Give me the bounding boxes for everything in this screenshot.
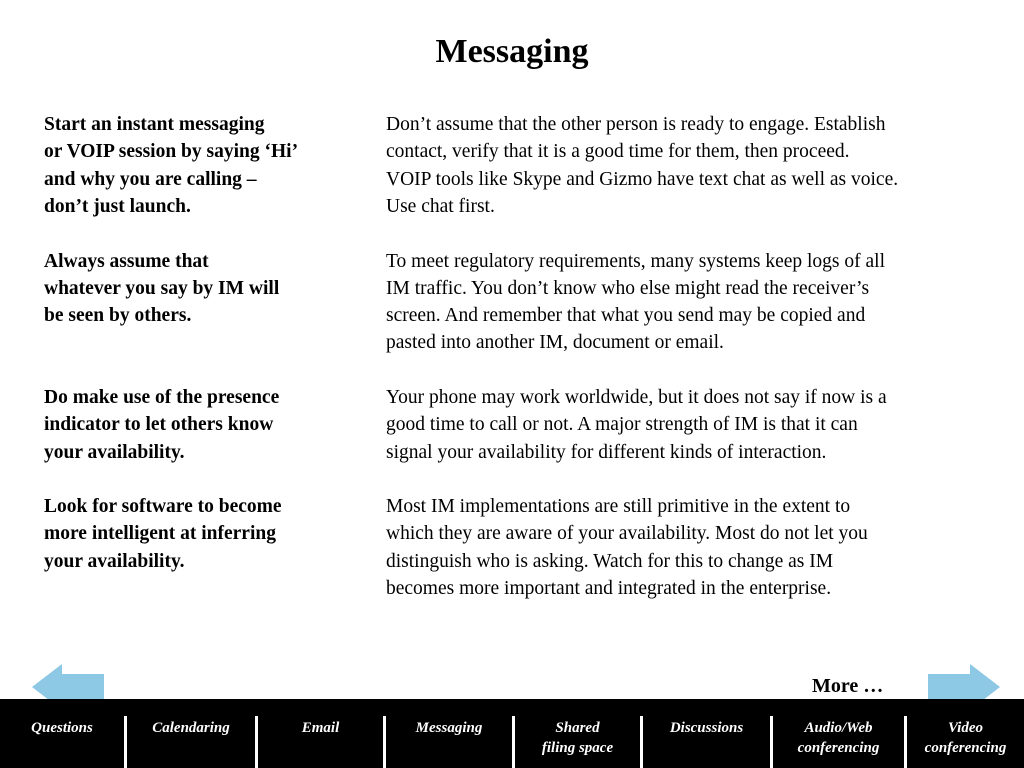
explanation-1: Don’t assume that the other person is ready to engage. Establish contact, verify that it is a good time for them, then proceed. VOIP tools like Skype and Gizmo have text chat as well as voice. Use chat first.: [386, 114, 899, 217]
tab-messaging[interactable]: Messaging: [383, 716, 512, 768]
tab-email[interactable]: Email: [255, 716, 383, 768]
guideline-2: Always assume that whatever you say by IM will be seen by others.: [44, 250, 280, 327]
explanation-3: Your phone may work worldwide, but it does not say if now is a good time to call or not. A major strength of IM is that it can signal your availability for different kinds of interaction.: [386, 387, 887, 463]
guideline-1: Start an instant messaging or VOIP session by saying ‘Hi’ and why you are calling – don’t just launch.: [44, 114, 299, 217]
tab-video-conferencing[interactable]: Video conferencing: [904, 716, 1024, 768]
tab-calendaring[interactable]: Calendaring: [124, 716, 255, 768]
tab-discussions[interactable]: Discussions: [640, 716, 770, 768]
tab-questions[interactable]: Questions: [0, 716, 124, 768]
left-column-guidelines: [44, 111, 364, 575]
tab-audio-web-conferencing[interactable]: Audio/Web conferencing: [770, 716, 904, 768]
guideline-4: Look for software to become more intelligent at inferring your availability.: [44, 496, 282, 572]
more-link[interactable]: More …: [812, 675, 884, 697]
page-title: Messaging: [435, 33, 589, 70]
bottom-navigation-bar: [0, 699, 1024, 768]
right-column-explanations: [386, 111, 1006, 602]
explanation-2: To meet regulatory requirements, many systems keep logs of all IM traffic. You don’t know who else might read the receiver’s screen. And remember that what you send may be copied and pasted into another IM, document or email.: [386, 250, 886, 354]
explanation-4: Most IM implementations are still primitive in the extent to which they are aware of your availability. Most do not let you distinguish who is asking. Watch for this to change as IM becomes more important and integrated in the enterprise.: [386, 496, 868, 600]
tab-shared-filing-space[interactable]: Shared filing space: [512, 716, 640, 768]
guideline-3: Do make use of the presence indicator to let others know your availability.: [44, 387, 280, 463]
